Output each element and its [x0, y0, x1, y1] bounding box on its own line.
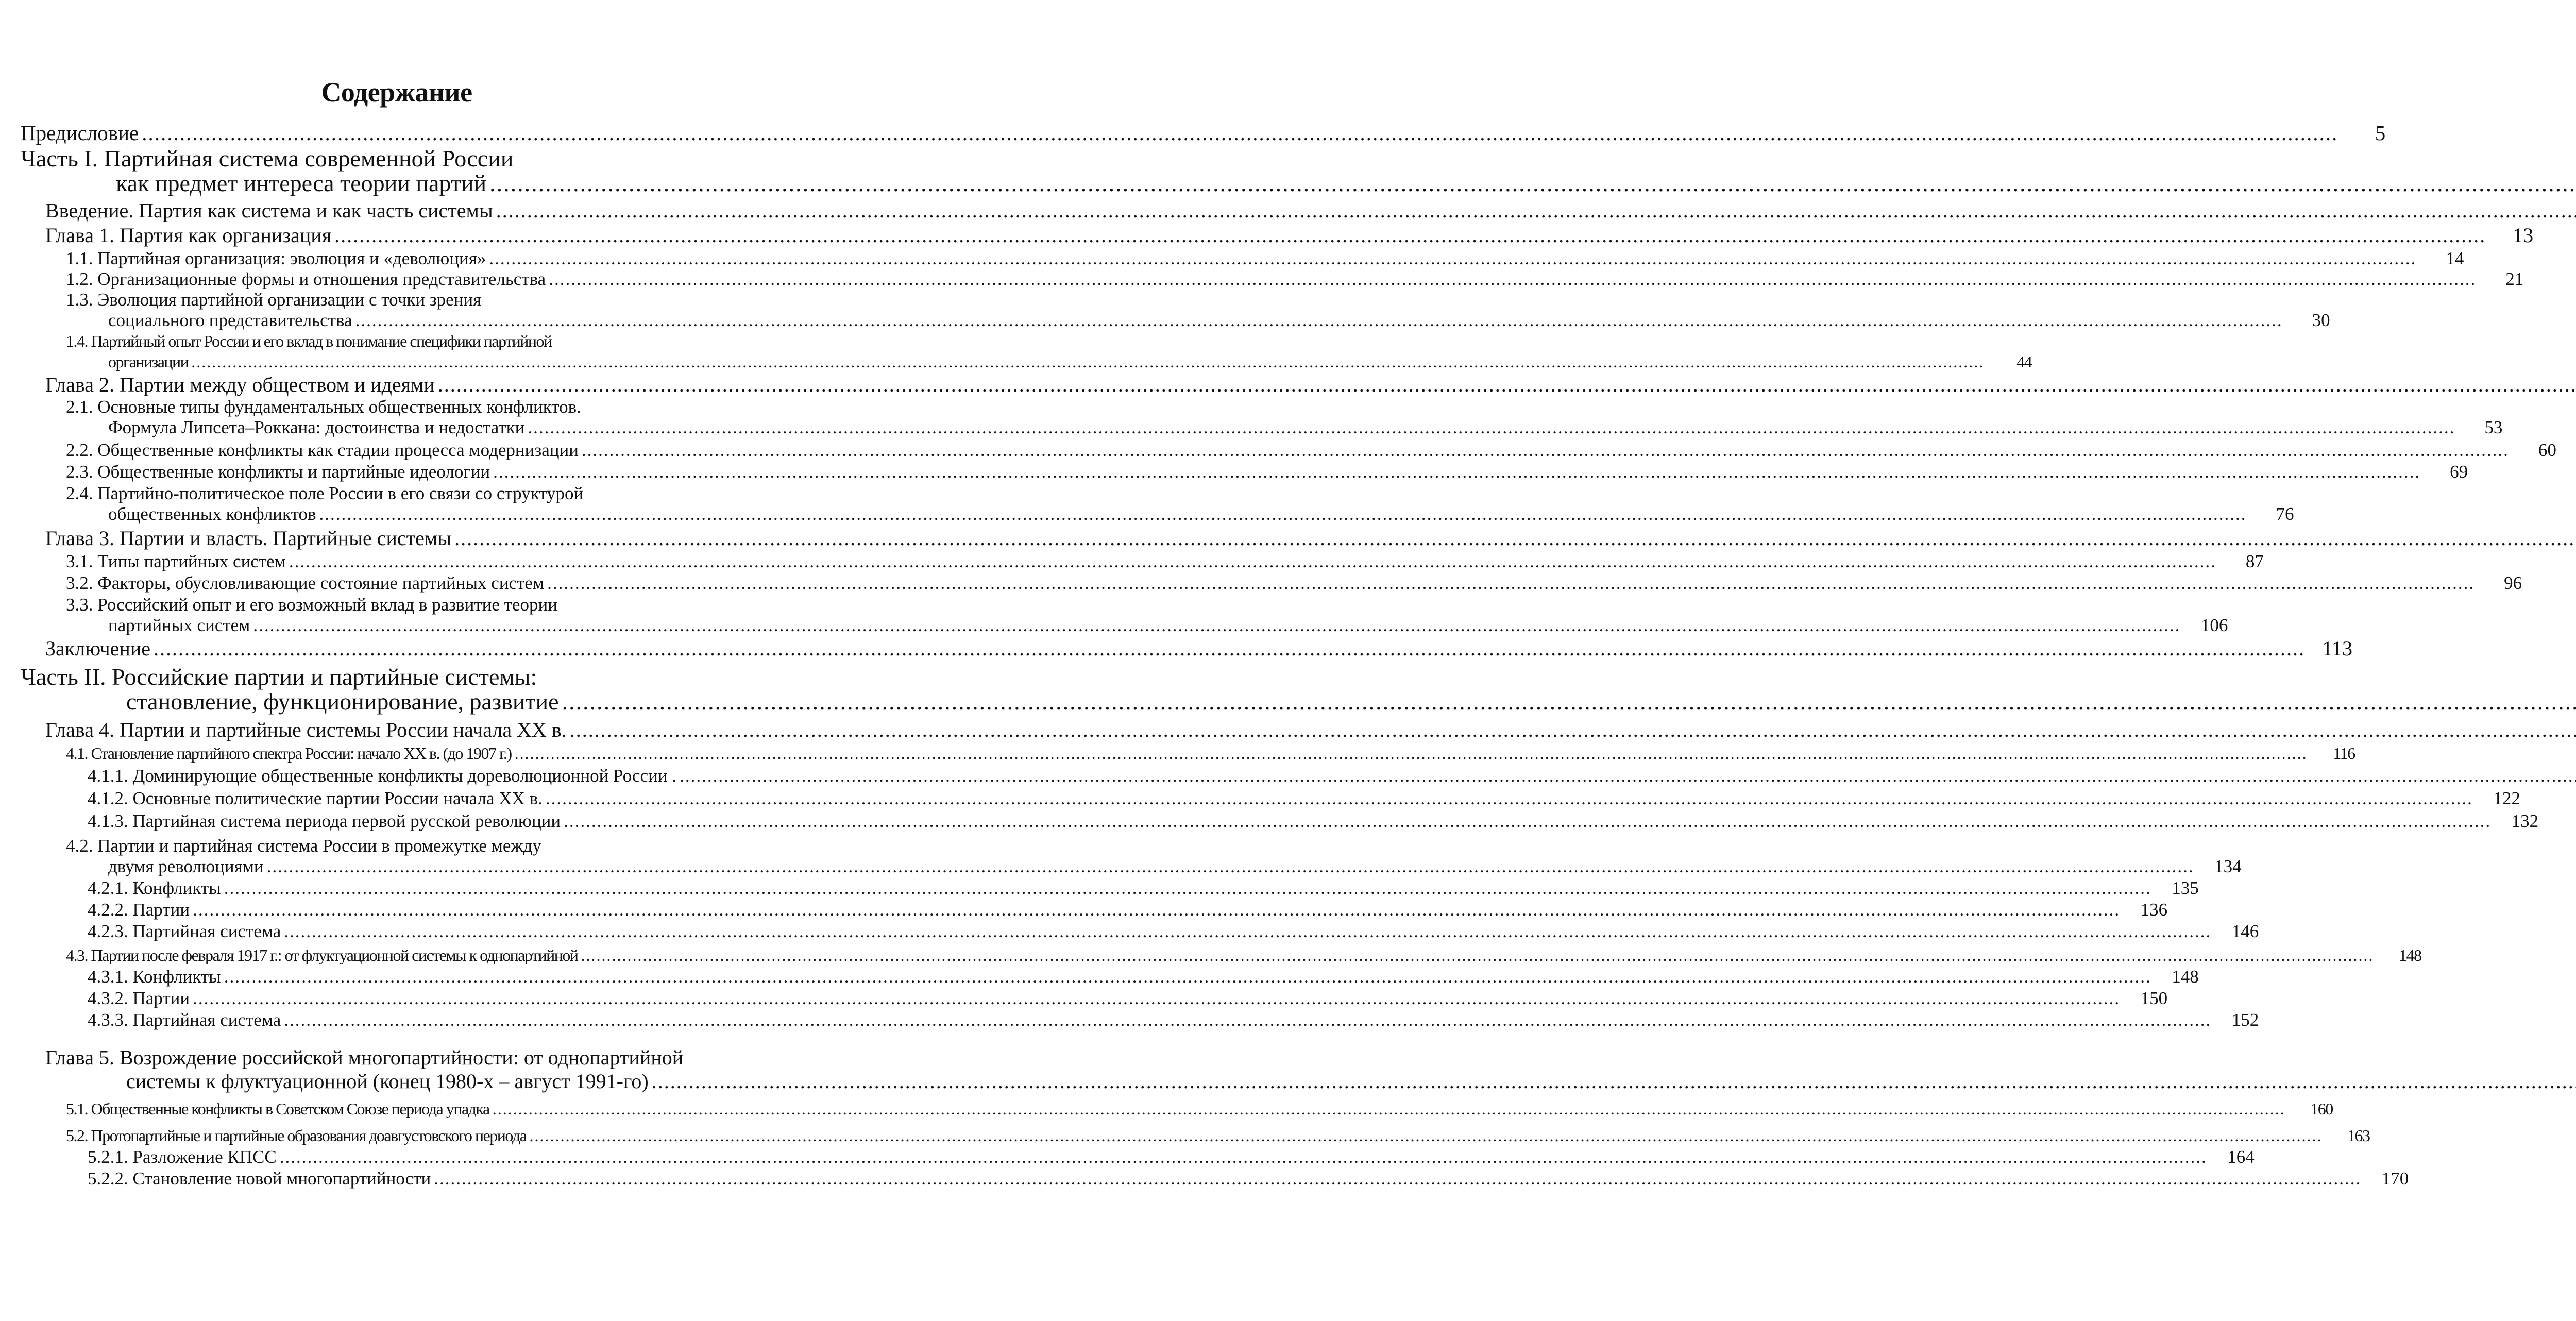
toc-entry-title-line: системы к флуктуационной (конец 1980-х – август 1991-го) — [126, 1070, 649, 1093]
toc-entry-title: 4.2.3. Партийная система — [88, 921, 281, 941]
toc-entry — [21, 766, 811, 786]
toc-entry-title-line: 1.3. Эволюция партийной организации с точки зрения — [66, 290, 482, 310]
toc-entry — [21, 462, 2468, 482]
toc-page-number: 5 — [2375, 121, 2386, 145]
toc-entry-title-line: двумя революциями — [108, 856, 264, 876]
toc-page-number: 60 — [2538, 440, 2556, 460]
toc-entry-title: Глава 3. Партии и власть. Партийные системы — [45, 527, 452, 550]
toc-heading: Содержание — [321, 77, 472, 108]
dot-leader — [319, 504, 2246, 524]
toc-entry-title: 5.1. Общественные конфликты в Советском Союзе периода упадка — [66, 1099, 489, 1118]
toc-entry-title: Глава 2. Партии между обществом и идеями — [45, 373, 435, 396]
toc-entry — [21, 595, 2228, 636]
toc-entry — [21, 921, 2259, 942]
dot-leader — [489, 248, 2416, 269]
toc-entry — [21, 878, 2199, 899]
toc-entry-title: 5.2. Протопартийные и партийные образования доавгустовского периода — [66, 1126, 527, 1145]
dot-leader — [355, 310, 2283, 331]
toc-page-number: 148 — [2172, 967, 2199, 987]
toc-entry-title-line: 1.4. Партийный опыт России и его вклад в понимание специфики партийной — [66, 332, 552, 350]
toc-page-number: 146 — [2231, 921, 2259, 941]
dot-leader — [191, 351, 1984, 372]
toc-entry-title-line: 3.3. Российский опыт и его возможный вклад в развитие теории — [66, 595, 557, 615]
dot-leader — [528, 417, 2455, 438]
toc-entry — [21, 331, 2032, 372]
dot-leader — [581, 945, 2374, 966]
toc-entry — [21, 290, 2330, 331]
dot-leader — [529, 1125, 2322, 1146]
toc-entry — [21, 665, 811, 714]
toc-entry — [21, 1046, 811, 1093]
toc-entry-title: 2.3. Общественные конфликты и партийные идеологии — [66, 462, 490, 482]
toc-entry-title: 3.1. Типы партийных систем — [66, 551, 286, 571]
toc-page-number: 106 — [2200, 615, 2228, 635]
dot-leader — [493, 462, 2420, 482]
toc-page-number: 163 — [2347, 1126, 2370, 1145]
toc-entry-title: 4.3.2. Партии — [88, 988, 190, 1008]
dot-leader — [438, 373, 2576, 397]
toc-page-number: 87 — [2245, 551, 2264, 571]
dot-leader — [582, 440, 2509, 461]
toc-entry — [21, 440, 2556, 461]
toc-entry-title-line: как предмет интереса теории партий — [116, 170, 487, 196]
toc-entry-title-line: 2.1. Основные типы фундаментальных общественных конфликтов. — [66, 397, 581, 417]
toc-page-number: 150 — [2140, 988, 2168, 1008]
toc-entry-title-line: партийных систем — [108, 615, 250, 635]
toc-page-number: 164 — [2227, 1147, 2255, 1167]
toc-entry-title: 4.3.1. Конфликты — [88, 967, 221, 987]
toc-entry-title: 3.2. Факторы, обусловливающие состояние партийных систем — [66, 573, 545, 593]
toc-entry-title-line: социального представительства — [108, 310, 352, 330]
toc-entry — [21, 945, 2421, 966]
toc-entry — [21, 483, 2294, 524]
toc-page-number: 13 — [2513, 224, 2534, 247]
dot-leader — [546, 788, 2473, 809]
toc-entry-title: Предисловие — [21, 121, 139, 145]
toc-entry — [21, 224, 2534, 247]
toc-entry — [21, 527, 811, 550]
toc-entry — [21, 900, 2168, 920]
toc-entry-title: 2.2. Общественные конфликты как стадии процесса модернизации — [66, 440, 579, 460]
toc-entry — [21, 811, 2539, 832]
dot-leader — [549, 269, 2476, 290]
toc-entry — [21, 1125, 2370, 1146]
dot-leader — [652, 1070, 2576, 1093]
toc-entry-title: 4.1.2. Основные политические партии России начала XX в. — [88, 788, 543, 808]
toc-entry — [21, 397, 2503, 438]
toc-entry-title-line: Часть II. Российские партии и партийные системы: — [21, 664, 537, 690]
dot-leader — [454, 527, 2576, 550]
dot-leader — [224, 967, 2151, 987]
dot-leader — [280, 1147, 2207, 1167]
toc-entry-title-line: организации — [108, 352, 189, 371]
toc-entry-title-line: 2.4. Партийно-политическое поле России в его связи со структурой — [66, 483, 584, 503]
toc-entry-title: Глава 1. Партия как организация — [45, 224, 332, 247]
toc-entry-title: 4.1.1. Доминирующие общественные конфликты дореволюционной России . — [88, 766, 677, 786]
toc-entry-title: 5.2.2. Становление новой многопартийности — [88, 1168, 431, 1189]
toc-entry — [21, 269, 2524, 290]
toc-list — [21, 118, 2556, 1189]
toc-entry — [21, 121, 2386, 145]
toc-entry-title-line: 4.2. Партии и партийная система России в промежутке между — [66, 836, 541, 856]
toc-entry — [21, 146, 811, 196]
toc-entry-title: 4.3.3. Партийная система — [88, 1010, 281, 1030]
toc-entry — [21, 967, 2199, 987]
toc-entry — [21, 373, 811, 397]
toc-entry — [21, 743, 2355, 764]
dot-leader — [496, 199, 2576, 223]
dot-leader — [489, 171, 2576, 196]
dot-leader — [493, 1098, 2285, 1119]
toc-entry-title: 4.2.1. Конфликты — [88, 878, 221, 898]
toc-entry-title: Заключение — [45, 637, 150, 660]
toc-page-number: 44 — [2016, 352, 2032, 371]
toc-entry-title-line: Глава 5. Возрождение российской многопартийности: от однопартийной — [45, 1046, 684, 1069]
toc-page-number: 30 — [2312, 310, 2330, 330]
dot-leader — [267, 856, 2194, 877]
toc-entry — [21, 1098, 2333, 1119]
dot-leader — [289, 551, 2216, 572]
dot-leader — [547, 573, 2475, 594]
toc-page-number: 53 — [2484, 417, 2503, 437]
toc-entry — [21, 718, 811, 742]
dot-leader — [434, 1168, 2361, 1189]
toc-page-number: 96 — [2504, 573, 2522, 593]
dot-leader — [284, 1010, 2211, 1030]
toc-entry — [21, 551, 2264, 572]
dot-leader — [154, 637, 2305, 660]
toc-entry-title: 4.2.2. Партии — [88, 900, 190, 920]
toc-entry-title: Введение. Партия как система и как часть системы — [45, 199, 493, 222]
toc-entry — [21, 573, 2522, 594]
toc-entry-title: 4.1. Становление партийного спектра России: начало XX в. (до 1907 г.) — [66, 744, 512, 763]
toc-page-number: 116 — [2333, 744, 2355, 763]
dot-leader — [680, 766, 2576, 786]
toc-entry-title-line: Формула Липсета–Роккана: достоинства и недостатки — [108, 417, 525, 437]
toc-entry — [21, 788, 2520, 809]
toc-entry — [21, 836, 2242, 877]
toc-entry-title: 5.2.1. Разложение КПСС — [88, 1147, 277, 1167]
toc-page-number: 160 — [2310, 1099, 2333, 1118]
toc-entry-title-line: Часть I. Партийная система современной России — [21, 145, 514, 172]
toc-entry — [21, 1010, 2259, 1030]
toc-page-number: 132 — [2511, 811, 2539, 831]
dot-leader — [334, 224, 2486, 247]
toc-entry — [21, 637, 2352, 660]
toc-page-number: 148 — [2399, 946, 2421, 964]
dot-leader — [224, 878, 2151, 899]
dot-leader — [142, 121, 2338, 145]
dot-leader — [193, 988, 2120, 1009]
toc-entry-title-line: общественных конфликтов — [108, 504, 316, 524]
toc-entry-title-line: становление, функционирование, развитие — [126, 688, 559, 715]
toc-page-number: 21 — [2505, 269, 2524, 289]
toc-page-number: 135 — [2172, 878, 2199, 898]
toc-entry-title: 1.1. Партийная организация: эволюция и «деволюция» — [66, 248, 486, 268]
dot-leader — [193, 900, 2120, 920]
toc-page-number: 152 — [2231, 1010, 2259, 1030]
toc-page-number: 136 — [2140, 900, 2168, 920]
toc-page-number: 134 — [2214, 856, 2242, 876]
toc-page-number: 122 — [2493, 788, 2520, 808]
toc-entry-title: 4.1.3. Партийная система периода первой русской революции — [88, 811, 561, 831]
toc-page-number: 170 — [2381, 1168, 2409, 1189]
toc-entry-title: 1.2. Организационные формы и отношения представительства — [66, 269, 546, 289]
toc-entry-title: 4.3. Партии после февраля 1917 г.: от флуктуационной системы к однопартийной — [66, 946, 578, 964]
toc-entry — [21, 1168, 2409, 1189]
dot-leader — [515, 743, 2308, 764]
dot-leader — [562, 689, 2576, 714]
toc-entry — [21, 248, 2464, 269]
toc-page-number: 14 — [2446, 248, 2464, 268]
toc-entry-title: Глава 4. Партии и партийные системы России начала XX в. — [45, 718, 567, 741]
toc-entry — [21, 1147, 2255, 1167]
toc-entry — [21, 988, 2168, 1009]
toc-entry — [21, 199, 811, 223]
dot-leader — [564, 811, 2491, 832]
dot-leader — [284, 921, 2211, 942]
toc-page-number: 76 — [2276, 504, 2294, 524]
dot-leader — [570, 718, 2576, 742]
toc-page-number: 113 — [2322, 637, 2352, 660]
toc-page-number: 69 — [2450, 462, 2468, 482]
dot-leader — [253, 615, 2180, 636]
